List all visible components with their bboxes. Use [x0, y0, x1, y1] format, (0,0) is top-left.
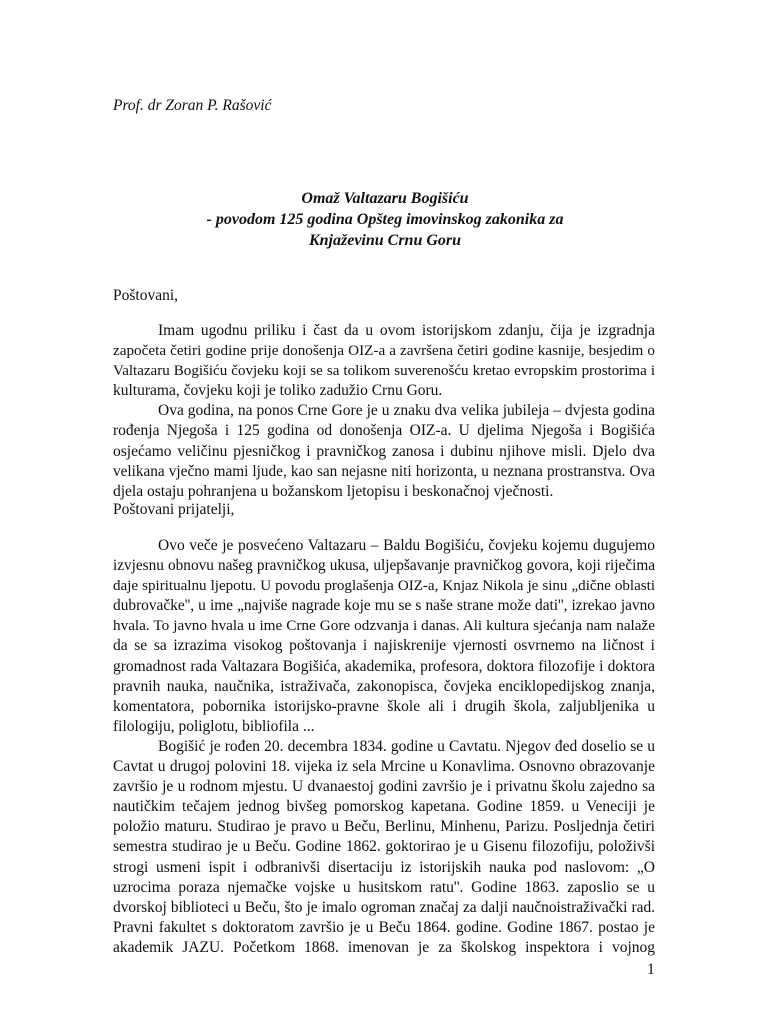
title-line: - povodom 125 godina Opšteg imovinskog zakonika za: [206, 211, 564, 228]
text-line: velikana vječno mami ljude, kao san nejasne niti horizonta, u neznana prostranstva. Ova: [113, 462, 655, 480]
text-line: pravnih nauka, naučnika, istraživača, zakonopisca, čovjeka enciklopedijskog znanja,: [113, 677, 655, 695]
text-line: Cavtat u drugoj polovini 18. vijeka iz sela Mrcine u Konavlima. Osnovno obrazovanje: [113, 758, 655, 776]
page-number: 1: [647, 961, 655, 978]
text-line: Ova godina, na ponos Crne Gore je u znaku dva velika jubileja – dvjesta godina: [158, 402, 655, 420]
salutation: Poštovani prijatelji,: [113, 501, 235, 518]
text-line: rođenja Njegoša i 125 godina od donošenja OIZ-a. U djelima Njegoša i Bogišića: [113, 422, 655, 440]
text-line: Valtazaru Bogišiću čovjeku koji se sa tolikom suverenošću kretao evropskim prostorima i: [113, 363, 655, 380]
salutation: Poštovani,: [113, 287, 179, 304]
author-line: Prof. dr Zoran P. Rašović: [113, 97, 272, 114]
text-line: kulturama, čovjeku koji je toliko zadužio Crnu Goru.: [113, 382, 443, 400]
document-title: [113, 188, 657, 251]
text-line: gromadnost rada Valtazara Bogišića, akademika, profesora, doktora filozofije i doktora: [113, 657, 655, 675]
text-line: da se sa izrazima visokog poštovanja i najiskrenije vjernosti osvrnemo na ličnost i: [113, 637, 655, 655]
title-line: Knjaževinu Crnu Goru: [308, 232, 462, 249]
text-line: akademik JAZU. Početkom 1868. imenovan je za školskog inspektora i vojnog: [113, 938, 655, 956]
paragraph: [113, 321, 655, 401]
text-line: daje spiritualnu ljepotu. U povodu proglašenja OIZ-a, Knjaz Nikola je sinu „dične oblasti: [113, 578, 655, 595]
paragraph: [113, 401, 655, 501]
text-line: hvala. To javno hvala u ime Crne Gore odzvanja i danas. Ali kultura sjećanja nam nalaže: [113, 617, 655, 635]
text-line: Bogišić je rođen 20. decembra 1834. godine u Cavtatu. Njegov đed doselio se u: [158, 737, 655, 755]
text-line: osjećamo veličinu pjesničkog i pravničkog zanosa i dubinu njihove misli. Djelo dva: [113, 442, 655, 460]
text-line: završio je u rodnom mjestu. U dvanaestoj godini završio je i privatnu školu zajedno sa: [113, 778, 655, 796]
text-line: započeta četiri godine prije donošenja OIZ-a a završena četiri godine kasnije, besjedim o: [113, 342, 655, 360]
text-line: izvjesnu obnovu našeg pravničkog ukusa, uljepšavanje pravničkog govora, koji riječima: [113, 557, 655, 575]
text-line: dubrovačke'', u ime „najviše nagrade koje mu se s naše strane može dati'', izrekao javno: [113, 597, 655, 615]
text-line: nautičkim tečajem jednog bivšeg pomorskog kapetana. Godine 1859. u Veneciji je: [113, 798, 655, 816]
body-section-2: [113, 536, 655, 958]
text-line: semestra studirao je u Beču. Godine 1862. goktorirao je u Gisenu filozofiju, položivši: [113, 838, 655, 856]
title-line: Omaž Valtazaru Bogišiću: [301, 190, 469, 207]
text-line: Ovo veče je posvećeno Valtazaru – Baldu Bogišiću, čovjeku kojemu dugujemo: [158, 537, 655, 554]
text-line: dvorskoj biblioteci u Beču, što je imalo ogroman značaj za dalji naučnoistraživački rad.: [113, 898, 655, 916]
text-line: položio maturu. Studirao je pravo u Beču, Berlinu, Minhenu, Parizu. Posljednja četiri: [113, 818, 655, 836]
body-section-1: [113, 321, 655, 502]
paragraph: [113, 737, 655, 958]
text-line: filologiju, poliglotu, bibliofila ...: [113, 717, 315, 735]
text-line: Pravni fakultet s doktoratom završio je u Beču 1864. godine. Godine 1867. postao je: [113, 918, 655, 936]
text-line: strogi usmeni ispit i odbranivši disertaciju iz istorijskih nauka pod naslovom: „O: [113, 858, 655, 876]
text-line: komentatora, pobornika istorijsko-pravne škole ali i drugih škola, zaljubljenika u: [113, 697, 655, 715]
text-line: Imam ugodnu priliku i čast da u ovom istorijskom zdanju, čija je izgradnja: [158, 322, 655, 339]
text-line: uzrocima poraza njemačke vojske u husitskom ratu''. Godine 1863. zaposlio se u: [113, 878, 655, 896]
paragraph: [113, 536, 655, 737]
text-line: djela ostaju pohranjena u božanskom ljetopisu i beskonačnoj vječnosti.: [113, 482, 554, 500]
